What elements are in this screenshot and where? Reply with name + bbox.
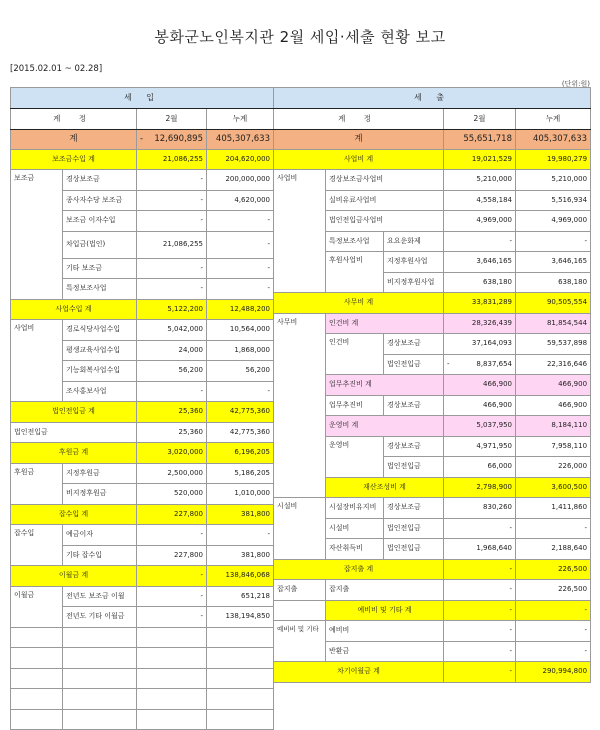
table-row: 법인전입금 25,360 42,775,360 (11, 422, 274, 443)
table-row: 비지정후원사업 638,180 638,180 (274, 272, 591, 293)
subtotal-row: 예비비 및 기타 계 - - (274, 600, 591, 621)
table-row: 후원금 지정후원금 2,500,000 5,186,205 (11, 463, 274, 484)
pink-subtotal-row: 운영비 계 5,037,950 8,184,110 (274, 416, 591, 437)
subtotal-row: 후원금 계 3,020,000 6,196,205 (11, 443, 274, 464)
subtotal-row: 재산조성비 계 2,798,900 3,600,500 (274, 477, 591, 498)
filler-row (11, 627, 274, 648)
feb-header: 2월 (137, 108, 207, 129)
total-feb: - 12,690,895 (137, 129, 207, 149)
subtotal-row: 잡수입 계 227,800 381,800 (11, 504, 274, 525)
table-row: 사업비 경로식당사업수입 5,042,000 10,564,000 (11, 320, 274, 341)
total-label: 계 (274, 129, 444, 149)
table-row: 기능회복사업수입 56,200 56,200 (11, 361, 274, 382)
table-row: 법인전입금 - 8,837,654 22,316,646 (274, 354, 591, 375)
subtotal-row: 잡지출 계 - 226,500 (274, 559, 591, 580)
group-label: 예비비 및 기타 (274, 621, 326, 662)
filler-row (11, 689, 274, 710)
table-row: 잡수입 예금이자 - - (11, 525, 274, 546)
table-row: 전년도 기타 이월금 - 138,194,850 (11, 607, 274, 628)
group-label: 사업비 (11, 320, 63, 402)
feb-header: 2월 (444, 108, 516, 129)
table-row: 법인전입금 66,000 226,000 (274, 457, 591, 478)
income-grand-total-row (11, 129, 274, 149)
pink-subtotal-row: 사무비 인건비 계 28,326,439 81,854,544 (274, 313, 591, 334)
expense-section-header (274, 88, 591, 109)
total-feb: 55,651,718 (444, 129, 516, 149)
income-section-header (11, 88, 274, 109)
table-row: 법인전입금사업비 4,969,000 4,969,000 (274, 211, 591, 232)
unit-label: (단위:원) (561, 80, 590, 88)
group-label: 이월금 (11, 586, 63, 627)
total-label: 계 (11, 129, 137, 149)
income-section-title: 세 입 (11, 88, 274, 109)
table-row: 평생교육사업수입 24,000 1,868,000 (11, 340, 274, 361)
table-row: 특정보조사업 - - (11, 279, 274, 300)
group-label: 후원금 (11, 463, 63, 504)
table-row: 기타 잡수입 227,800 381,800 (11, 545, 274, 566)
table-row: 시설비 법인전입금 - - (274, 518, 591, 539)
cumulative-header: 누계 (516, 108, 591, 129)
group-label: 사무비 (274, 313, 326, 498)
table-row: 이월금 전년도 보조금 이월 - 651,218 (11, 586, 274, 607)
table-row: 업무추진비 경상보조금 466,900 466,900 (274, 395, 591, 416)
pink-subtotal-row: 업무추진비 계 466,900 466,900 (274, 375, 591, 396)
expense-table (273, 87, 591, 683)
account-header: 계 정 (274, 108, 444, 129)
account-header: 계 정 (11, 108, 137, 129)
cumulative-header: 누계 (207, 108, 274, 129)
filler-row (11, 709, 274, 730)
subtotal-row: 사무비 계 33,831,289 90,505,554 (274, 293, 591, 314)
income-table (10, 87, 274, 730)
report-period: [2015.02.01 ~ 02.28] (10, 64, 103, 74)
table-row: 반환금 - - (274, 641, 591, 662)
total-cum: 405,307,633 (207, 129, 274, 149)
subtotal-row: 차기이월금 계 - 290,994,800 (274, 662, 591, 683)
group-label: 사업비 (274, 170, 326, 293)
table-row: 운영비 경상보조금 4,971,950 7,958,110 (274, 436, 591, 457)
expense-column-header (274, 108, 591, 129)
group-label: 잡수입 (11, 525, 63, 566)
subtotal-row: 이월금 계 - 138,846,068 (11, 566, 274, 587)
group-label: 잡지출 (274, 580, 326, 601)
subtotal-row: 보조금수입 계 21,086,255 204,620,000 (11, 149, 274, 170)
table-row: 예비비 및 기타 예비비 - - (274, 621, 591, 642)
page-title: 봉화군노인복지관 2월 세입·세출 현황 보고 (154, 28, 446, 46)
table-row: 시설비 시설장비유지비 경상보조금 830,260 1,411,860 (274, 498, 591, 519)
group-label: 시설비 (274, 498, 326, 560)
expense-grand-total-row (274, 129, 591, 149)
filler-row (11, 648, 274, 669)
table-row: 사업비 경상보조금사업비 5,210,000 5,210,000 (274, 170, 591, 191)
filler-row (11, 668, 274, 689)
table-row: 기타 보조금 - - (11, 258, 274, 279)
expense-section-title: 세 출 (274, 88, 591, 109)
table-row: 보조금 이자수입 - - (11, 211, 274, 232)
table-row: 특정보조사업 요요운화제 - - (274, 231, 591, 252)
table-row: 후원사업비 지정후원사업 3,646,165 3,646,165 (274, 252, 591, 273)
table-row: 차입금(법인) 21,086,255 - (11, 231, 274, 258)
table-row: 자산취득비 법인전입금 1,968,640 2,188,640 (274, 539, 591, 560)
total-cum: 405,307,633 (516, 129, 591, 149)
income-column-header (11, 108, 274, 129)
table-row: 실비유료사업비 4,558,184 5,516,934 (274, 190, 591, 211)
table-row: 비지정후원금 520,000 1,010,000 (11, 484, 274, 505)
table-row: 조사홍보사업 - - (11, 381, 274, 402)
table-row: 잡지출 잡지출 - 226,500 (274, 580, 591, 601)
subtotal-row: 사업비 계 19,021,529 19,980,279 (274, 149, 591, 170)
table-row: 보조금 경상보조금 - 200,000,000 (11, 170, 274, 191)
group-label: 보조금 (11, 170, 63, 300)
table-row: 인건비 경상보조금 37,164,093 59,537,898 (274, 334, 591, 355)
subtotal-row: 법인전입금 계 25,360 42,775,360 (11, 402, 274, 423)
subtotal-row: 사업수입 계 5,122,200 12,488,200 (11, 299, 274, 320)
table-row: 종사자수당 보조금 - 4,620,000 (11, 190, 274, 211)
